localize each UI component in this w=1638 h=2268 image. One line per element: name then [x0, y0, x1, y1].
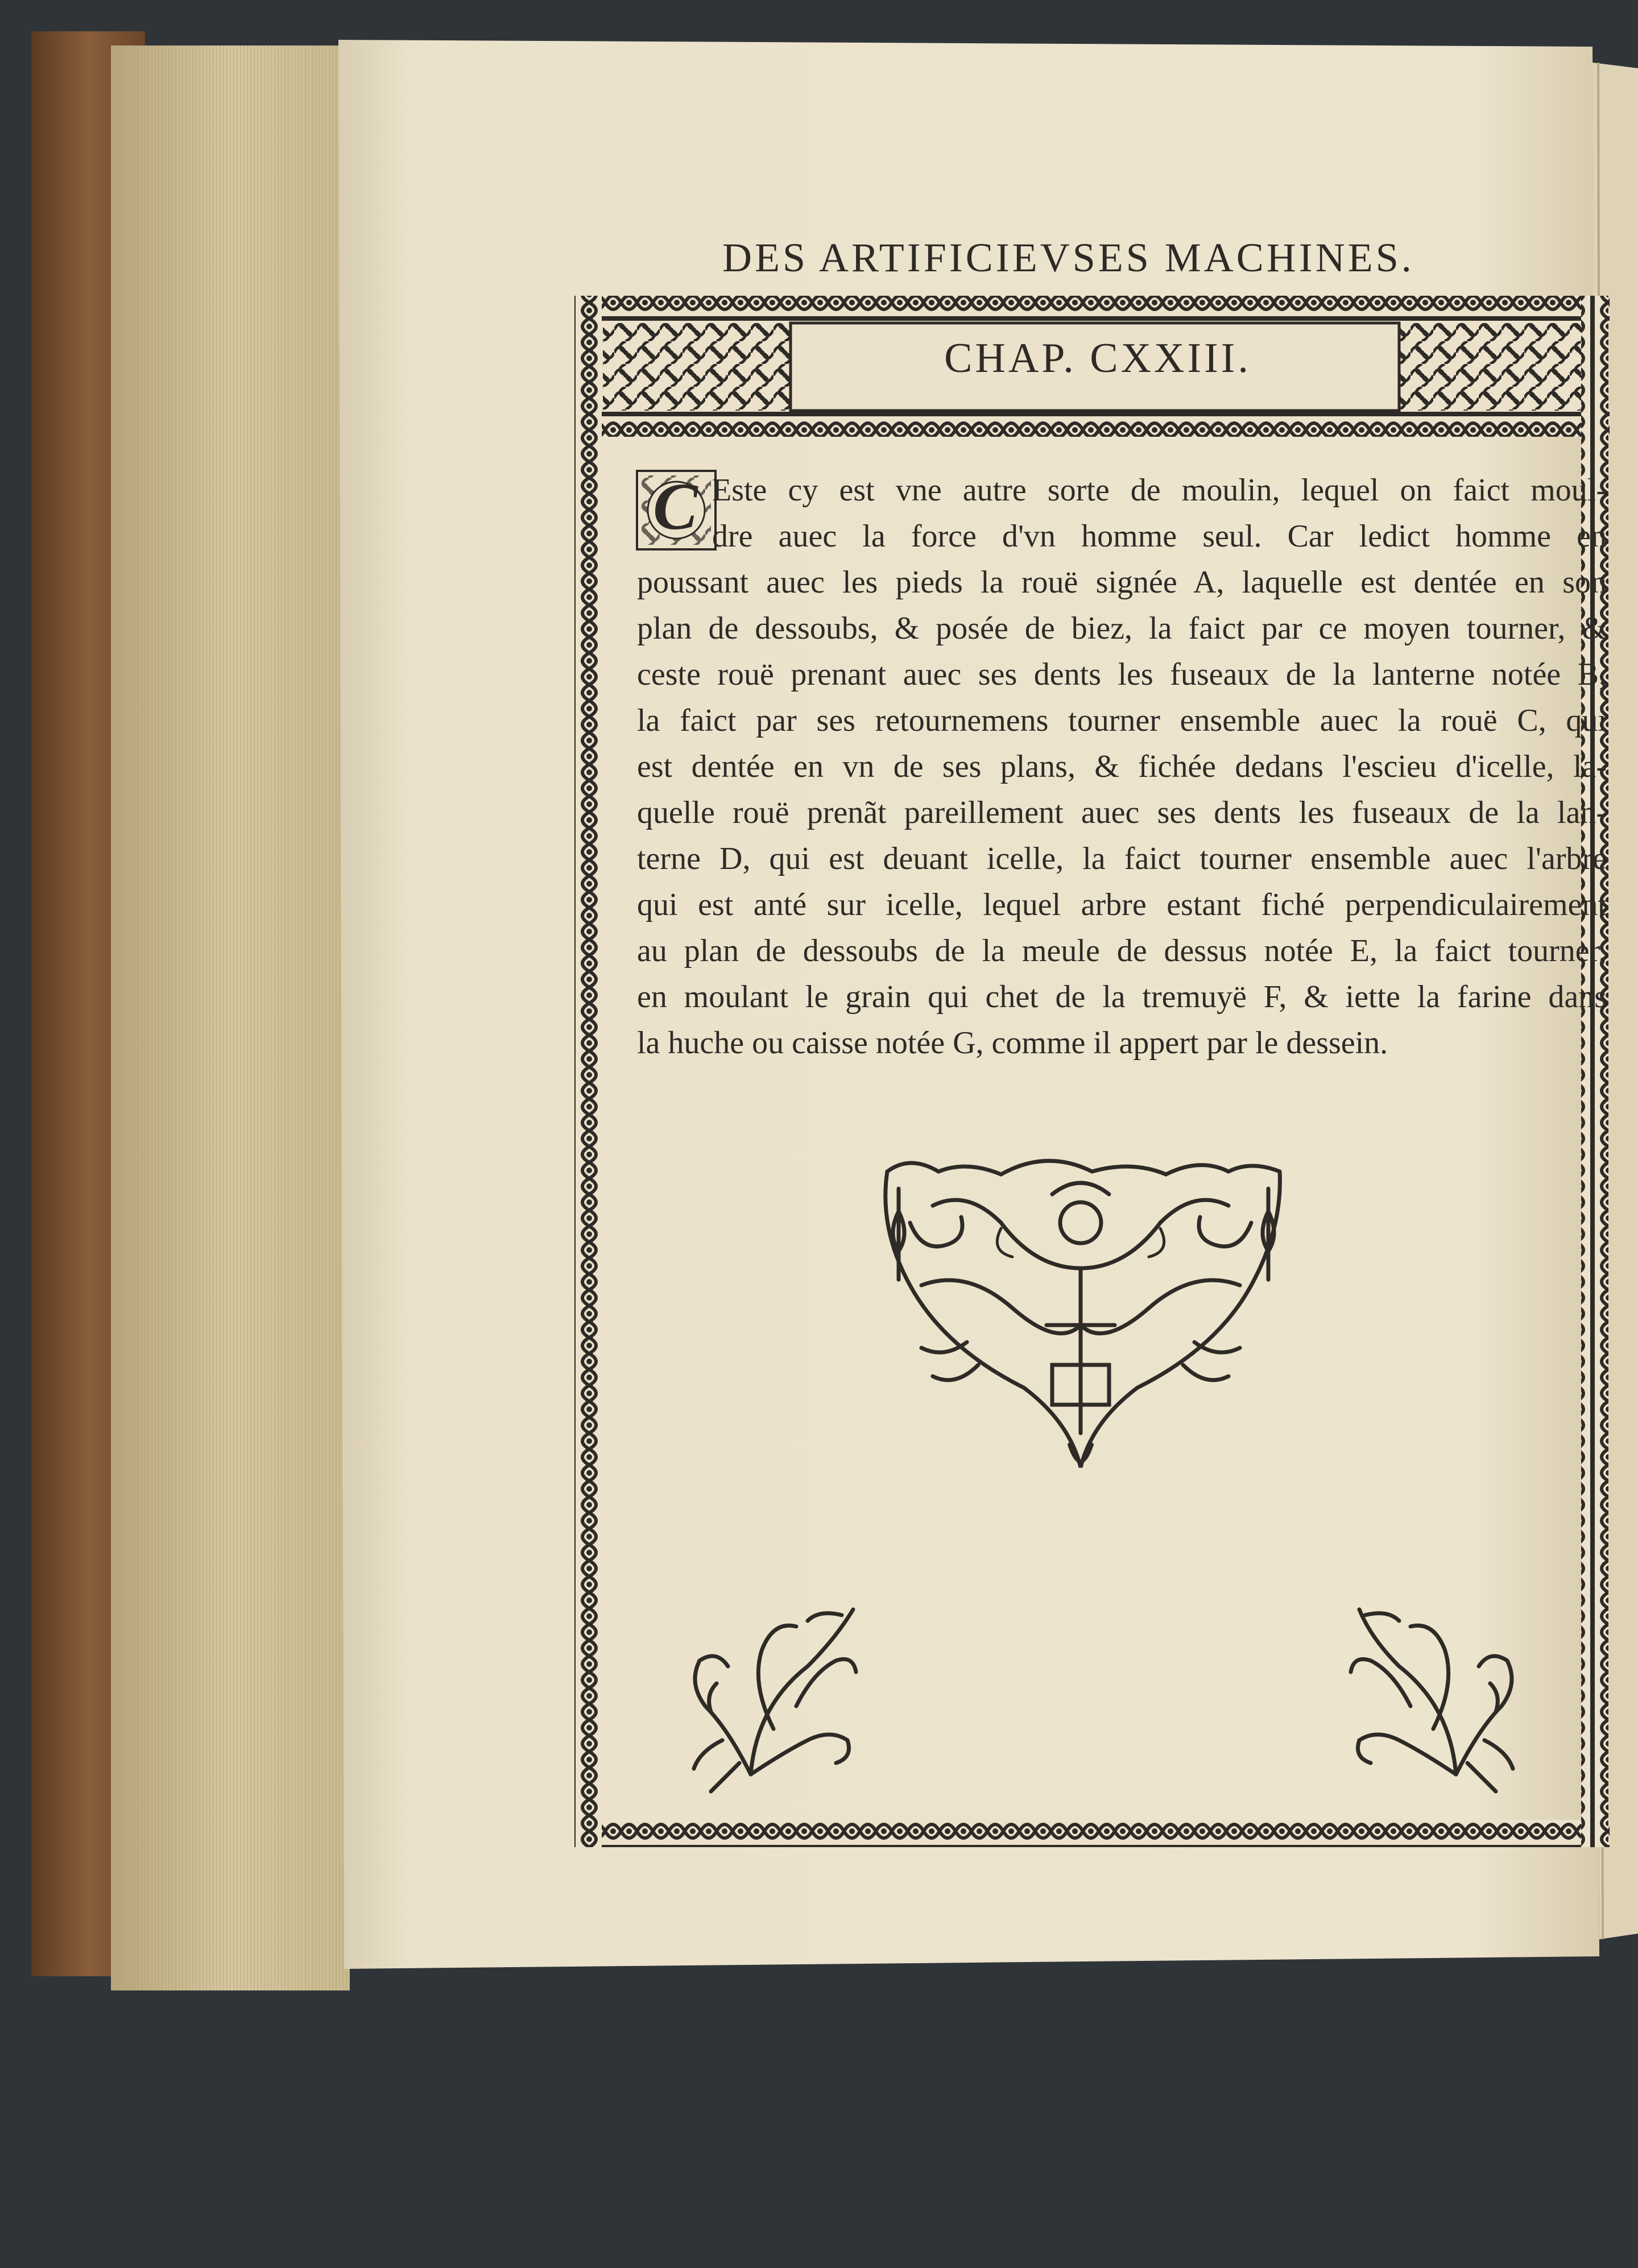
border-top	[574, 296, 1610, 323]
body-line: au plan de dessoubs de la meule de dessus notée E, la faict tourner,	[637, 933, 1607, 969]
body-line: poussant auec les pieds la rouë signée A, laquelle est dentée en son	[637, 565, 1607, 600]
border-left	[574, 296, 602, 1847]
body-line: terne D, qui est deuant icelle, la faict tourner ensemble auec l'arbre	[637, 841, 1607, 876]
body-line: dre auec la force d'vn homme seul. Car ledict homme en	[712, 519, 1607, 554]
border-bottom	[574, 1820, 1610, 1847]
body-line: ceste rouë prenant auec ses dents les fuseaux de la lanterne notée B,	[637, 657, 1607, 692]
body-line: est dentée en vn de ses plans, & fichée dedans l'escieu d'icelle, la-	[637, 749, 1607, 784]
body-line: Este cy est vne autre sorte de moulin, lequel on faict moul-	[712, 473, 1607, 508]
drop-cap-letter: C	[653, 469, 698, 544]
chapter-heading: CHAP. CXXIII.	[944, 335, 1251, 382]
running-head: DES ARTIFICIEVSES MACHINES.	[722, 235, 1414, 280]
border-corner-right	[1399, 323, 1581, 411]
border-corner-left	[603, 323, 791, 411]
body-text	[637, 467, 1607, 1066]
body-line: qui est anté sur icelle, lequel arbre estant fiché perpendiculairement	[637, 887, 1607, 922]
body-line: la faict par ses retournemens tourner ensemble auec la rouë C, qui	[637, 703, 1607, 738]
body-line: plan de dessoubs, & posée de biez, la faict par ce moyen tourner, &	[637, 611, 1607, 646]
body-line: quelle rouë prenãt pareillement auec ses dents les fuseaux de la lan-	[637, 795, 1607, 830]
body-line: en moulant le grain qui chet de la tremuyë F, & iette la farine dans	[637, 979, 1607, 1015]
body-line: la huche ou caisse notée G, comme il appert par le dessein.	[637, 1025, 1388, 1061]
border-top-inner	[574, 411, 1610, 437]
